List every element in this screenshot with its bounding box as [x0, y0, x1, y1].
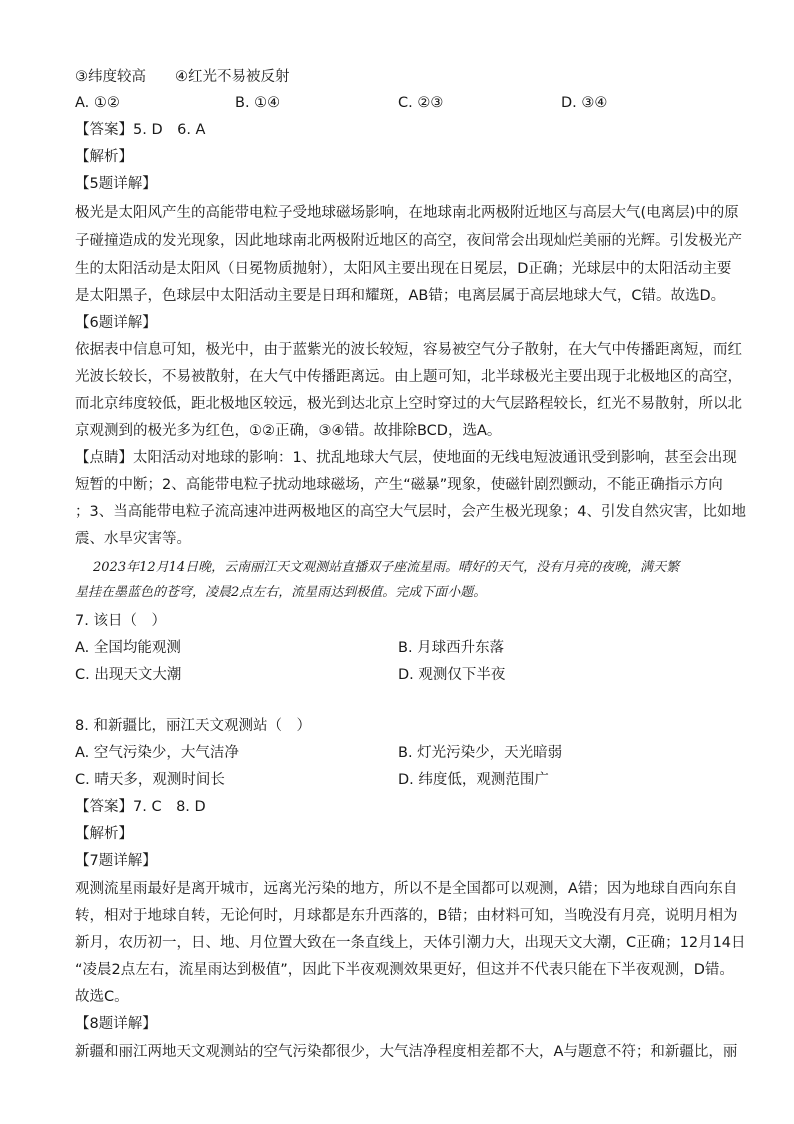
q7-option-c: C. 出现天文大潮: [75, 667, 182, 683]
tips-text: 太阳活动对地球的影响：1、扰乱地球大气层，使地面的无线电短波通讯受到影响，甚至会出现: [133, 450, 737, 466]
q8-option-b: B. 灯光污染少，天光暗弱: [398, 745, 563, 761]
q7-explanation-line: 转，相对于地球自转，无论何时，月球都是东升西落的，B错；由材料可知，当晚没有月亮，说明月相为: [75, 908, 738, 924]
q7-option-b: B. 月球西升东落: [398, 640, 505, 656]
analysis-label: 【解析】: [75, 826, 133, 842]
q5-explanation-line: 子碰撞造成的发光现象，因此地球南北两极附近地区的高空，夜间常会出现灿烂美丽的光辉。引发极光产: [75, 233, 742, 249]
material-line: 星挂在墨蓝色的苍穹，凌晨2点左右，流星雨达到极值。完成下面小题。: [75, 585, 487, 600]
q7-detail-heading: 【7题详解】: [75, 853, 157, 869]
q5-explanation-line: 极光是太阳风产生的高能带电粒子受地球磁场影响，在地球南北两极附近地区与高层大气(电离层)中的原: [75, 205, 739, 221]
q8-detail-heading: 【8题详解】: [75, 1016, 157, 1032]
q8-option-a: A. 空气污染少，大气洁净: [75, 745, 239, 761]
tips-line: ；3、当高能带电粒子流高速冲进两极地区的高空大气层时，会产生极光现象；4、引发自然灾害，比如地: [75, 504, 746, 520]
q6-detail-heading: 【6题详解】: [75, 315, 157, 331]
question-7-stem: 7. 该日（ ）: [75, 613, 166, 629]
question-6-statements: ③纬度较高 ④红光不易被反射: [75, 69, 290, 85]
choice-c: C. ②③: [398, 95, 444, 111]
q6-explanation-line: 而北京纬度较低，距北极地区较远，极光到达北京上空时穿过的大气层路程较长，红光不易散射，所以北: [75, 396, 742, 412]
q7-explanation-line: 故选C。: [75, 989, 129, 1005]
tips-line: 震、水旱灾害等。: [75, 531, 191, 547]
q7-explanation-line: “凌晨2点左右，流星雨达到极值”，因此下半夜观测效果更好，但这并不代表只能在下半夜观测，D错。: [75, 962, 734, 978]
q5-explanation-line: 是太阳黑子，色球层中太阳活动主要是日珥和耀斑，AB错；电离层属于高层地球大气，C错。故选D。: [75, 288, 726, 304]
q7-explanation-line: 观测流星雨最好是离开城市，远离光污染的地方，所以不是全国都可以观测，A错；因为地球自西向东自: [75, 881, 738, 897]
answer-5-6: 【答案】5. D 6. A: [75, 122, 206, 138]
analysis-label: 【解析】: [75, 149, 133, 165]
q8-explanation-line: 新疆和丽江两地天文观测站的空气污染都很少，大气洁净程度相差都不大，A与题意不符；和新疆比，丽: [75, 1044, 738, 1060]
answer-7-8: 【答案】7. C 8. D: [75, 799, 206, 815]
q7-explanation-line: 新月，农历初一，日、地、月位置大致在一条直线上，天体引潮力大，出现天文大潮，C正确；12月14日: [75, 935, 746, 951]
choice-d: D. ③④: [561, 95, 608, 111]
q7-option-d: D. 观测仅下半夜: [398, 667, 506, 683]
choice-a: A. ①②: [75, 95, 120, 111]
tips-line: 短暂的中断；2、高能带电粒子扰动地球磁场，产生“磁暴”现象，使磁针剧烈颤动，不能正确指示方向: [75, 477, 723, 493]
q7-option-a: A. 全国均能观测: [75, 640, 181, 656]
choice-b: B. ①④: [235, 95, 281, 111]
q6-explanation-line: 光波长较长，不易被散射，在大气中传播距离远。由上题可知，北半球极光主要出现于北极地区的高空，: [75, 369, 742, 385]
q6-explanation-line: 依据表中信息可知，极光中，由于蓝紫光的波长较短，容易被空气分子散射，在大气中传播距离短，而红: [75, 342, 742, 358]
question-8-stem: 8. 和新疆比，丽江天文观测站（ ）: [75, 718, 311, 734]
q8-option-c: C. 晴天多，观测时间长: [75, 772, 225, 788]
material-line: 2023年12月14日晚，云南丽江天文观测站直播双子座流星雨。晴好的天气，没有月亮的夜晚，满天繁: [93, 560, 680, 575]
q5-explanation-line: 生的太阳活动是太阳风（日冕物质抛射），太阳风主要出现在日冕层，D正确；光球层中的太阳活动主要: [75, 261, 732, 277]
tips-line: [75, 448, 737, 468]
q8-option-d: D. 纬度低，观测范围广: [398, 772, 549, 788]
tips-heading: 【点睛】: [75, 450, 133, 466]
q5-detail-heading: 【5题详解】: [75, 176, 157, 192]
q6-explanation-line: 京观测到的极光多为红色，①②正确，③④错。故排除BCD，选A。: [75, 423, 502, 439]
